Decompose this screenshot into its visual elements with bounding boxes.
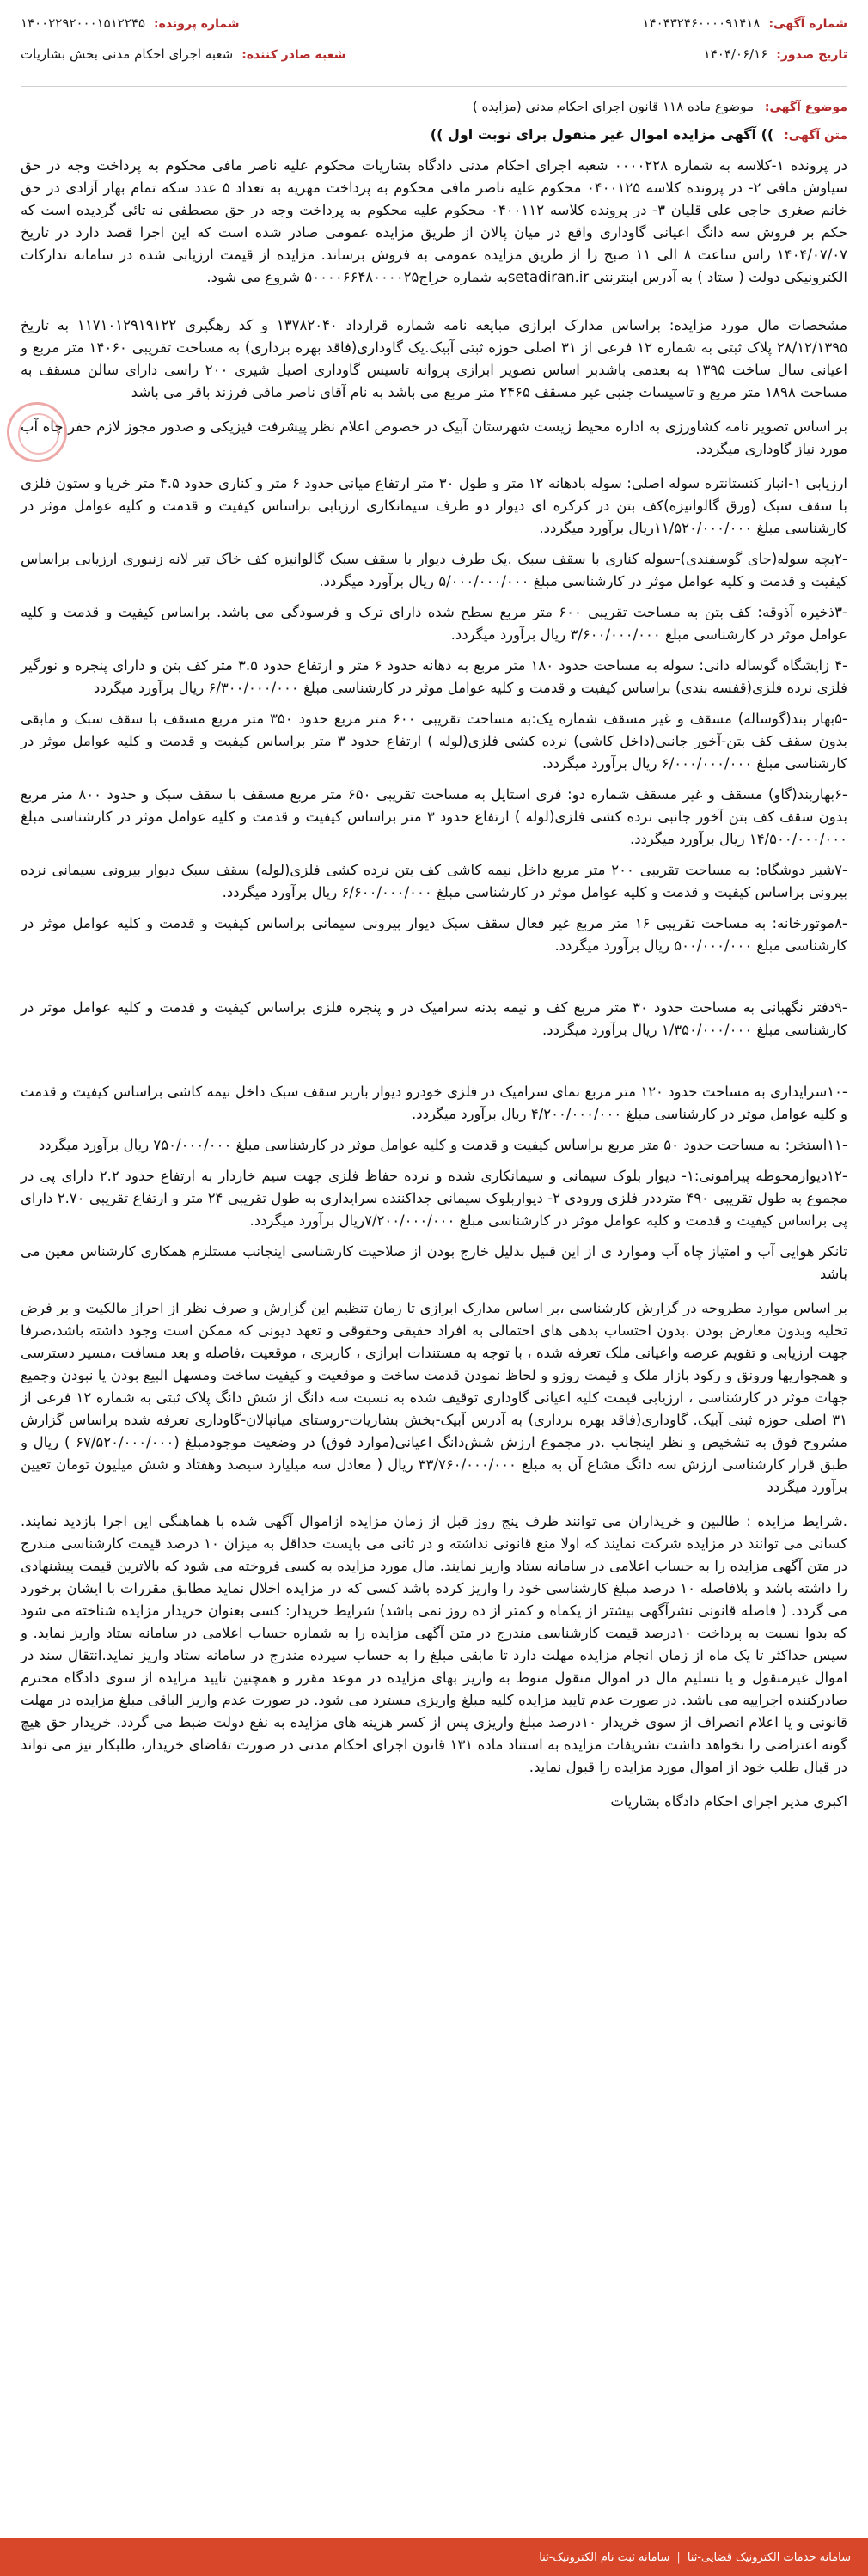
- case-number-label: شماره پرونده:: [154, 17, 240, 31]
- paragraph-tanker-note: تانکر هوایی آب و امتیاز چاه آب وموارد ی از این قبیل بدلیل خارج بودن از صلاحیت کارشناسی اینجانب مستلزم همکاری کارشناس معین می باشد: [21, 1243, 847, 1282]
- valuation-item-12: -۱۲دیوارمحوطه پیرامونی:۱- دیوار بلوک سیمانی و سیمانکاری شده و نرده حفاظ فلزی جهت سیم خاردار به ارتفاع حدود ۲.۲ دارای پی در مجموع به طول تقریبی ۴۹۰ مترددر فلزی ورودی ۲- دیواربلوک سیمانی جداکننده سرایداری به طول تقریبی ۲۴ متر و ارتفاع تقریبی ۲.۷۰ دارای پی براساس کیفیت و قدمت و کلیه عوامل موثر در کارشناسی مبلغ ۷/۲۰۰/۰۰۰/۰۰۰ریال برآورد میگردد.: [21, 1168, 847, 1229]
- valuation-item-8: -۸موتورخانه: به مساحت تقریبی ۱۶ متر مربع غیر فعال سقف سبک دیوار بیرونی سیمانی براساس کیفیت و قدمت و کلیه عوامل موثر در کارشناسی مبلغ ۵۰۰/۰۰۰/۰۰۰ ریال برآورد میگردد.: [21, 915, 847, 954]
- case-number-group: [21, 15, 240, 31]
- issue-date-label: تاریخ صدور:: [776, 48, 847, 62]
- header-divider: [21, 86, 847, 87]
- subject-row: [21, 99, 847, 114]
- issuer-value: شعبه اجرای احکام مدنی بخش بشاریات: [21, 46, 234, 62]
- footer-bar: [0, 2538, 868, 2576]
- meta-row-1: [21, 15, 847, 46]
- paragraph-valuation-summary: بر اساس موارد مطروحه در گزارش کارشناسی ،بر اساس مدارک ابرازی تا زمان تنظیم این گزارش و صرف نظر از احراز مالکیت و بر فرض تخلیه وبدون معارض بودن .بدون احتساب بدهی های احتمالی به افراد حقیقی وحقوقی و تعهد دیونی که ممکن است وجود داشته باشد،صرفا جهت ارزیابی و تقویم عرصه واعیانی ملک تعرفه شده ، با توجه به مستندات ابرازی ، کاربری ، موقعیت ،فاصله و بعد مسافت ،مسیر دسترسی و همجواریها ورونق و رکود بازار ملک و قیمت روزو و لحاظ نمودن قدمت ساخت و موقعیت و کیفیت ساخت ومسهل البیع بودن یا نبودن وجمیع جهات موثر در کارشناسی ، ارزیابی قیمت کلیه اعیانی گاوداری توقیف شده به نسبت سه دانگ از شش دانگ پلاک ثبتی به شماره ۱۲ فرعی از ۳۱ اصلی حوزه ثبتی آبیک. گاوداری(فاقد بهره برداری) به آدرس آبیک-بخش بشاریات-روستای میانپالان-گاوداری تعرفه شده براساس گزارش مشروح فوق به تشخیص و نظر اینجانب .در مجموع ارزش شش‌دانگ اعیانی(موارد فوق) در وضعیت موجودمبلغ (۶۷/۵۲۰/۰۰۰/۰۰۰ ) ریال و طبق قرار کارشناسی ارزش سه دانگ مشاع آن به مبلغ ۳۳/۷۶۰/۰۰۰/۰۰۰ ریال ( معادل سه میلیارد سیصد وهفتاد و شش میلیون تومان تعیین برآورد میگردد: [21, 1300, 847, 1495]
- case-number-value: ۱۴۰۰۲۲۹۲۰۰۰۱۵۱۲۲۴۵: [21, 15, 146, 31]
- title-row: [21, 126, 847, 143]
- valuation-item-1: ارزیابی ۱-انبار کنستانتره سوله اصلی: سوله بادهانه ۱۲ متر و طول ۳۰ متر ارتفاع میانی حدود ۶ متر و کناری حدود ۴.۵ متر خرپا و ستون فلزی با سقف سبک (ورق گالوانیزه)کف بتن در کرکره ای دیوار دو طرف سیمانکاری ارزیابی براساس کیفیت و قدمت و کلیه عوامل موثر در کارشناسی مبلغ ۱۱/۵۲۰/۰۰۰/۰۰۰ریال برآورد میگردد.: [21, 475, 847, 536]
- issue-date-value: ۱۴۰۴/۰۶/۱۶: [703, 46, 768, 62]
- ad-number-value: ۱۴۰۴۳۲۴۶۰۰۰۰۹۱۴۱۸: [642, 15, 761, 31]
- footer-link-sana-services[interactable]: سامانه خدمات الکترونیک قضایی-ثنا: [687, 2550, 851, 2564]
- subject-text: موضوع ماده ۱۱۸ قانون اجرای احکام مدنی (مزایده ): [472, 99, 755, 114]
- paragraph-auction-terms: .شرایط مزایده : طالبین و خریداران می توانند ظرف پنج روز قبل از زمان مزایده ازاموال آگهی شده با هماهنگی این اجرا بازدید نمایند. کسانی می توانند در مزایده شرکت نمایند که اولا منع قانونی نداشته و در ثانی می بایست حداقل به میزان ۱۰ درصد قیمت کارشناسی مندرج در متن آگهی مزایده را به حساب اعلامی در سامانه ستاد واریز نمایند. مال مورد مزایده به کسی فروخته می شود که بالاترین قیمت پیشنهادی را داشته باشد و بلافاصله ۱۰ درصد مبلغ کارشناسی خود را واریز کرده باشد کسی که در مزایده اخلال نماید مطابق مقررات با ایشان برخورد می گردد. ( فاصله قانونی نشرآگهی بیشتر از یکماه و کمتر از ده روز نمی باشد) شرایط خریدار: کسی بعنوان خریدار مزایده شناخته می شود که بدوا نسبت به پرداخت ۱۰درصد قیمت کارشناسی مندرج در متن آگهی مزایده را به شماره حساب اعلامی در سامانه ستاد واریز نماید. و سپس حداکثر تا یک ماه از زمان انجام مزایده مهلت دارد تا مابقی مبلغ را به حساب سپرده مندرج در سامانه ستاد واریز نماید.انتقال سند در اموال غیرمنقول و یا تسلیم مال در اموال منقول منوط به واریز بهای مزایده در موعد مقرر و همچنین تایید مزایده از سوی دادگاه محترم صادرکننده اجراییه می باشد. در صورت عدم تایید مزایده کلیه مبلغ واریزی مسترد می شود. در صورت عدم واریز الباقی مبلغ مزایده در مهلت قانونی و یا اعلام انصراف از سوی خریدار ۱۰درصد مبلغ واریزی پس از کسر هزینه های مزایده به نفع دولت ضبط می گردد. خریدار حق هیچ گونه اعتراضی را نخواهد داشت تشریفات مزایده به استناد ماده ۱۳۱ قانون اجرای احکام مدنی در صورت تقاضای خریدار، طلبکار نیز می تواند در قبال طلب خود از اموال مورد مزایده را قبول نماید.: [21, 1513, 848, 1775]
- valuation-item-11: -۱۱استخر: به مساحت حدود ۵۰ متر مربع براساس کیفیت و قدمت و کلیه عوامل موثر در کارشناسی مبلغ ۷۵۰/۰۰۰/۰۰۰ ریال برآورد میگردد: [38, 1137, 847, 1153]
- ad-text-label: متن آگهی:: [784, 129, 847, 143]
- valuation-item-5: -۵بهار بند(گوساله) مسقف و غیر مسقف شماره یک:به مساحت تقریبی ۶۰۰ متر مربع حدود ۳۵۰ متر مربع مسقف با سقف سبک و مابقی بدون سقف کف بتن-آخور جانبی(داخل کاشی) نرده کشی فلزی(لوله ) ارتفاع حدود ۳ متر براساس کیفیت و قدمت و کلیه عوامل موثر در کارشناسی مبلغ ۶/۰۰۰/۰۰۰/۰۰۰ ریال برآورد میگردد.: [21, 711, 847, 772]
- valuation-item-2: -۲بچه سوله(جای گوسفندی)-سوله کناری با سقف سبک .یک طرف دیوار با سقف سبک گالوانیزه کف خاک تیر لانه زنبوری ارزیابی براساس کیفیت و قدمت و کلیه عوامل موثر در کارشناسی مبلغ ۵/۰۰۰/۰۰۰/۰۰۰ ریال برآورد میگردد.: [21, 551, 847, 589]
- paragraph-intro: در پرونده ۱-کلاسه به شماره ۰۰۰۰۲۲۸ شعبه اجرای احکام مدنی دادگاه بشاریات محکوم علیه ناصر مافی محکوم به پرداخت وجه در حق سیاوش مافی ۲- در پرونده کلاسه ۰۴۰۰۱۲۵ محکوم علیه ناصر مافی محکوم به پرداخت مهریه به تعداد ۵ عدد سکه تمام بهار آزادی در حق خانم صغری حاجی علی قلیان ۳- در پرونده کلاسه ۰۴۰۰۱۱۲ محکوم علیه محکوم به پرداخت وجه در حق مصطفی نه تائی گردیده است که حکم بر فروش سه دانگ اعیانی گاوداری واقع در میان پالان از طریق مزایده عمومی صادر شده است که این اجرا قصد دارد در تاریخ ۱۴۰۴/۰۷/۰۷ راس ساعت ۸ الی ۱۱ صبح را از طریق مزایده عمومی به فروش برساند. مزایده از قیمت ارزیابی شده در سامانه تدارکات الکترونیکی دولت ( ستاد ) به آدرس اینترنتی setadiran.irبه شماره حراج۵۰۰۰۰۶۶۴۸۰۰۰۰۲۵ شروع می شود.: [21, 157, 848, 285]
- stamp-seal-icon: [7, 402, 67, 462]
- valuation-item-6: -۶بهاربند(گاو) مسقف و غیر مسقف شماره دو: فری استایل به مساحت تقریبی ۶۵۰ متر مربع مسقف با سقف سبک و حدود ۸۰۰ متر مربع بدون سقف کف بتن آخور جانبی نرده کشی فلزی(لوله ) ارتفاع حدود ۳ متر براساس کیفیت و قدمت و کلیه عوامل موثر در کارشناسی مبلغ ۱۴/۵۰۰/۰۰۰/۰۰۰ ریال برآورد میگردد.: [21, 786, 847, 847]
- footer-separator: |: [676, 2550, 681, 2564]
- valuation-item-10: -۱۰سرایداری به مساحت حدود ۱۲۰ متر مربع نمای سرامیک در فلزی خودرو دیوار باربر سقف سبک داخل نیمه کاشی براساس کیفیت و قدمت و کلیه عوامل موثر در کارشناسی مبلغ ۴/۲۰۰/۰۰۰/۰۰۰ ریال برآورد میگردد.: [21, 1084, 847, 1122]
- footer-link-sana-register[interactable]: سامانه ثبت نام الکترونیک-ثنا: [539, 2550, 670, 2564]
- ad-number-group: [642, 15, 847, 31]
- valuation-item-3: -۳ذخیره آذوقه: کف بتن به مساحت تقریبی ۶۰۰ متر مربع سطح شده دارای ترک و فرسودگی می باشد. براساس کیفیت و قدمت و کلیه عوامل موثر در کارشناسی مبلغ ۳/۶۰۰/۰۰۰/۰۰۰ ریال برآورد میگردد.: [21, 604, 848, 643]
- issue-date-group: [704, 46, 847, 62]
- issuer-label: شعبه صادر کننده:: [241, 48, 346, 62]
- valuation-item-7: -۷شیر دوشگاه: به مساحت تقریبی ۲۰۰ متر مربع داخل نیمه کاشی کف بتن نرده کشی فلزی(لوله) سقف سبک دیوار بیرونی سیمانی نرده بیرونی براساس کیفیت و قدمت و کلیه عوامل موثر در کارشناسی مبلغ ۶/۶۰۰/۰۰۰/۰۰۰ ریال برآورد میگردد.: [21, 862, 847, 900]
- valuation-item-4: -۴ زایشگاه گوساله دانی: سوله به مساحت حدود ۱۸۰ متر مربع به دهانه حدود ۶ متر و ارتفاع حدود ۳.۵ متر کف بتن و دارای پنجره و نورگیر فلزی نرده فلزی(قفسه بندی) براساس کیفیت و قدمت و کلیه عوامل موثر در کارشناسی مبلغ ۶/۳۰۰/۰۰۰/۰۰۰ ریال برآورد میگردد: [21, 657, 848, 696]
- issuer-group: [21, 46, 345, 62]
- ad-title: )) آگهی مزایده اموال غیر منقول برای نوبت اول )): [430, 126, 774, 143]
- ad-number-label: شماره آگهی:: [768, 17, 847, 31]
- valuation-item-9: -۹دفتر نگهبانی به مساحت حدود ۳۰ متر مربع کف و نیمه بدنه سرامیک در و پنجره فلزی براساس کیفیت و قدمت و کلیه عوامل موثر در کارشناسی مبلغ ۱/۳۵۰/۰۰۰/۰۰۰ ریال برآورد میگردد.: [21, 999, 848, 1038]
- paragraph-property-spec: مشخصات مال مورد مزایده: براساس مدارک ابرازی مبایعه نامه شماره قرارداد ۱۳۷۸۲۰۴۰ و کد رهگیری ۱۱۷۱۰۱۲۹۱۹۱۲۲ به تاریخ ۲۸/۱۲/۱۳۹۵ پلاک ثبتی به شماره ۱۲ فرعی از ۳۱ اصلی حوزه ثبتی آبیک.یک گاوداری(فاقد بهره برداری) به مساحت تقریبی ۱۴۰۶۰ متر مربع و اعیانی سال ساخت ۱۳۹۵ به بعدمی باشدبر اساس تصویر ابرازی پروانه تاسیس گاوداری اصیل شیری ۲۰۰ راسی دارای سالن مسقف به مساحت ۱۸۹۸ متر مربع و تاسیسات جنبی غیر مسقف ۲۴۶۵ متر مربع می باشد به نام آقای ناصر مافی فرزند باقر می باشد: [21, 317, 847, 400]
- subject-label: موضوع آگهی:: [764, 101, 847, 114]
- signature-line: اکبری مدیر اجرای احکام دادگاه بشاریات: [610, 1793, 847, 1810]
- paragraph-water-well: بر اساس تصویر نامه کشاورزی به اداره محیط زیست شهرستان آبیک در خصوص اعلام نظر پیشرفت فیزیکی و صدور مجوز لازم حفر چاه آب مورد نیاز گاوداری میگردد.: [21, 418, 847, 457]
- meta-row-2: [21, 46, 847, 77]
